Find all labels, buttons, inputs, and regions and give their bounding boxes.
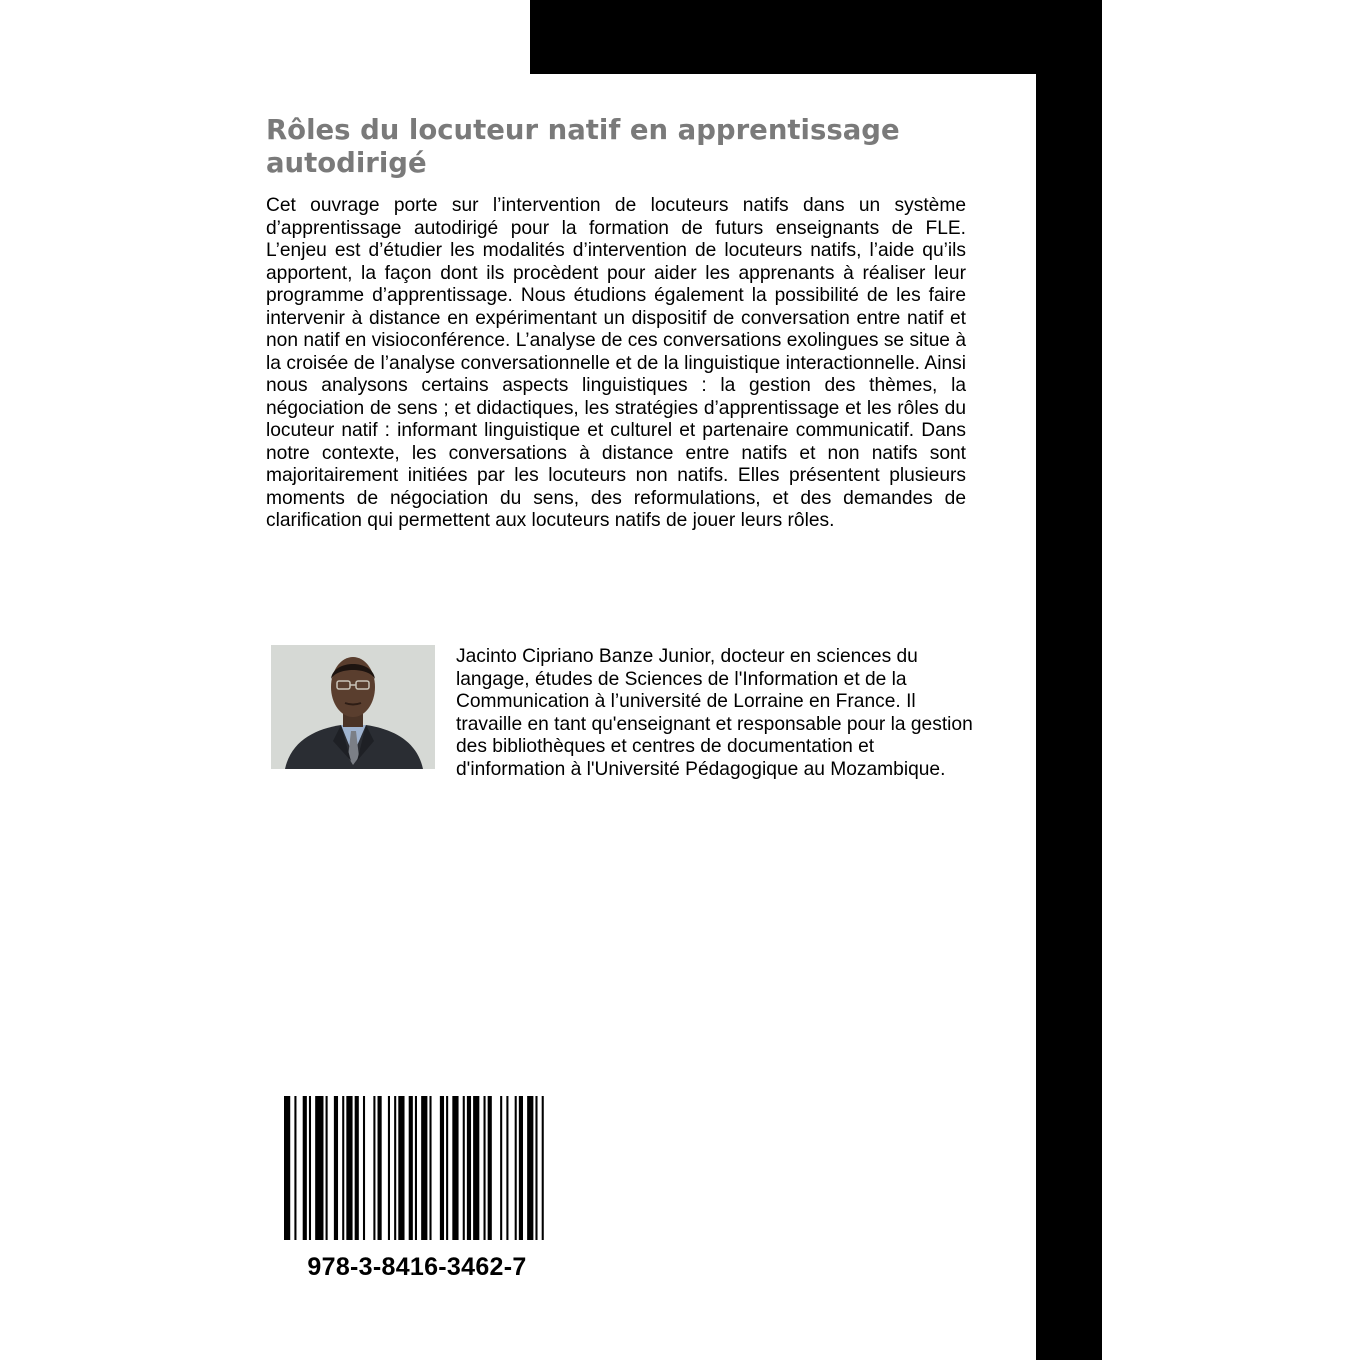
barcode-bar bbox=[373, 1096, 375, 1240]
barcode-bar bbox=[378, 1096, 382, 1240]
spine-black-band bbox=[1036, 0, 1102, 1360]
book-title bbox=[266, 114, 946, 180]
barcode-bar bbox=[303, 1096, 307, 1240]
barcode-bar bbox=[484, 1096, 486, 1240]
barcode-bar bbox=[527, 1096, 533, 1240]
isbn-number: 978-3-8416-3462-7 bbox=[307, 1253, 527, 1281]
barcode-bar bbox=[398, 1096, 404, 1240]
author-portrait-icon bbox=[271, 645, 435, 769]
barcode-bar bbox=[467, 1096, 471, 1240]
barcode-bar bbox=[284, 1096, 290, 1240]
barcode-bar bbox=[535, 1096, 537, 1240]
barcode-bar bbox=[394, 1096, 396, 1240]
barcode-bar bbox=[415, 1096, 417, 1240]
barcode-bar bbox=[294, 1096, 296, 1240]
barcode-bar bbox=[315, 1096, 323, 1240]
barcode-bar bbox=[440, 1096, 444, 1240]
book-title-line-1: Rôles du locuteur natif en apprentissage bbox=[266, 114, 900, 146]
barcode-bar bbox=[446, 1096, 448, 1240]
barcode-bar bbox=[452, 1096, 458, 1240]
barcode-bar bbox=[363, 1096, 365, 1240]
back-cover-blurb: Cet ouvrage porte sur l’intervention de locuteurs natifs dans un système d’apprentissage autodirigé pour la formation de futurs enseignants de FLE. L’enjeu est d’étudier les modalités d’intervention de locuteurs natifs, l’aide qu’ils apportent, la façon dont ils procèdent pour aider les apprenants à réaliser leur programme d’apprentissage. Nous étudions également la possibilité de les faire intervenir à distance en expérimentant un dispositif de conversation entre natif et non natif en visioconférence. L’analyse de ces conversations exolingues se situe à la croisée de l’analyse conversationnelle et de la linguistique interactionnelle. Ainsi nous analysons certains aspects linguistiques : la gestion des thèmes, la négociation de sens ; et didactiques, les stratégies d’apprentissage et les rôles du locuteur natif : informant linguistique et culturel et partenaire communicatif. Dans notre contexte, les conversations à distance entre natifs et non natifs sont majoritairement initiées par les locuteurs non natifs. Elles présentent plusieurs moments de négociation du sens, des reformulations, et des demandes de clarification qui permettent aux locuteurs natifs de jouer leurs rôles. bbox=[266, 195, 966, 531]
author-photo bbox=[271, 645, 435, 769]
barcode-bar bbox=[421, 1096, 427, 1240]
barcode-bar bbox=[326, 1096, 328, 1240]
barcode-bar bbox=[346, 1096, 352, 1240]
barcode-bar bbox=[515, 1096, 517, 1240]
isbn-barcode-icon bbox=[284, 1096, 550, 1240]
author-biography: Jacinto Cipriano Banze Junior, docteur en sciences du langage, études de Sciences de l'Information et de la Communication à l’université de Lorraine en France. Il travaille en tant qu'enseignant et responsable pour la gestion des bibliothèques et centres de documentation et d'information à l'Université Pédagogique au Mozambique. bbox=[456, 646, 973, 780]
barcode-bar bbox=[309, 1096, 311, 1240]
barcode-bar bbox=[542, 1096, 544, 1240]
barcode-bar bbox=[473, 1096, 479, 1240]
barcode-bar bbox=[334, 1096, 338, 1240]
barcode-bar bbox=[500, 1096, 502, 1240]
book-title-line-2: autodirigé bbox=[266, 147, 427, 179]
barcode-bar bbox=[463, 1096, 465, 1240]
barcode-bar bbox=[519, 1096, 523, 1240]
barcode-bar bbox=[506, 1096, 508, 1240]
barcode-bar bbox=[409, 1096, 413, 1240]
barcode-bar bbox=[488, 1096, 492, 1240]
barcode-bar bbox=[355, 1096, 359, 1240]
barcode-bar bbox=[388, 1096, 390, 1240]
barcode-bar bbox=[342, 1096, 344, 1240]
top-black-band bbox=[530, 0, 1102, 74]
barcode-bar bbox=[429, 1096, 431, 1240]
